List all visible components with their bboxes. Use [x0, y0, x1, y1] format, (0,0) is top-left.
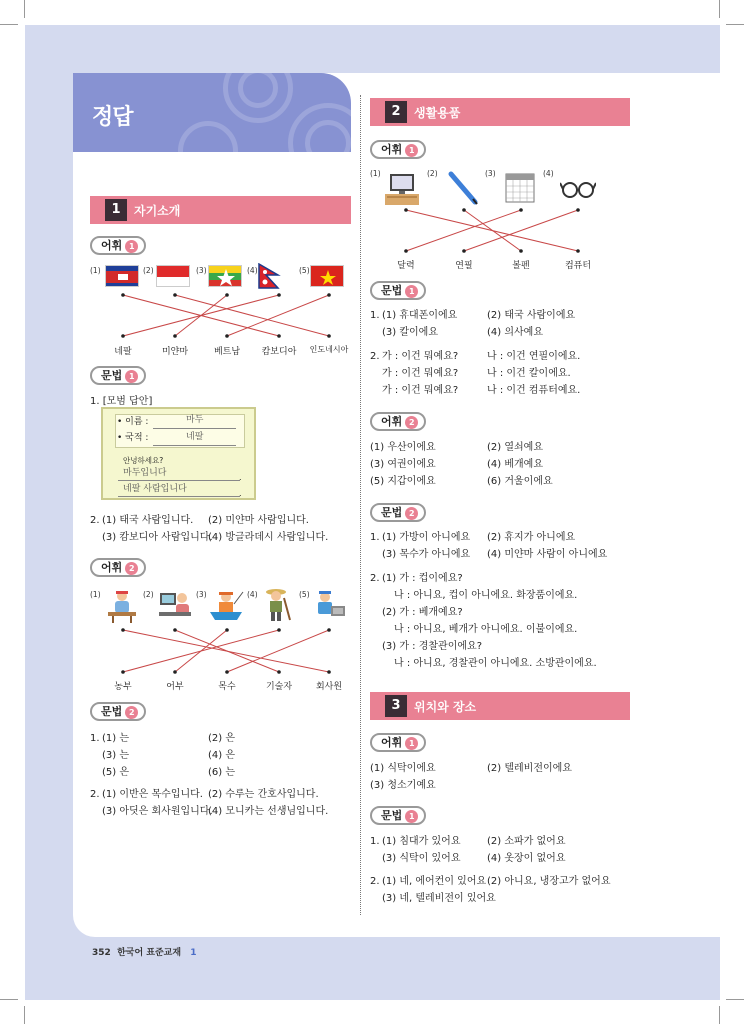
answer-text: (3) 네, 텔레비전이 있어요: [382, 893, 496, 904]
answer-text: (3) 캄보디아 사람입니다.: [102, 532, 213, 543]
book-title: 한국어 표준교재: [117, 948, 182, 958]
answer-text: (1) 식탁이에요: [370, 763, 436, 774]
section-title: 생활용품: [414, 106, 461, 120]
dialogue-line: 나 : 아니요, 경찰관이 아니에요. 소방관이에요.: [394, 658, 597, 669]
answer-text: (4) 은: [208, 750, 236, 761]
answer-text: (3) 는: [102, 750, 130, 761]
answer-text: (1) 침대가 있어요: [382, 836, 461, 847]
answer-text: (3) 아딧은 회사원입니다.: [102, 806, 213, 817]
answer-text: (2) 소파가 없어요: [487, 836, 566, 847]
answer-text: (2) 아니요, 냉장고가 없어요: [487, 876, 611, 887]
answer-label: 연필: [455, 261, 473, 271]
question-number: 1.: [370, 310, 380, 321]
answer-label: 회사원: [315, 682, 343, 692]
answer-text: (4) 모니카는 선생님입니다.: [208, 806, 329, 817]
answer-text: (5) 은: [102, 767, 130, 778]
item-number: (5): [299, 266, 310, 275]
item-number: (3): [196, 266, 207, 275]
item-number: (2): [427, 169, 438, 178]
answer-text: (1) 이반은 목수입니다.: [102, 789, 203, 800]
period: .: [239, 489, 242, 498]
grammar-label: 문법 2: [90, 702, 146, 721]
card-answer-line: 마두입니다: [123, 468, 167, 478]
page-footer: [92, 945, 196, 958]
page-number: 352: [92, 948, 111, 958]
item-number: (4): [543, 169, 554, 178]
answer-text: (5) 지갑이에요: [370, 476, 436, 487]
grammar-label: 문법 1: [370, 281, 426, 300]
answer-label: 컴퓨터: [564, 261, 592, 271]
name-value: 마두: [186, 415, 204, 425]
answer-text: (2) 텔레비전이에요: [487, 763, 572, 774]
answer-text: (2) 미얀마 사람입니다.: [208, 515, 309, 526]
answer-label: 베트남: [213, 347, 241, 357]
answer-text: (2) 휴지가 아니에요: [487, 532, 576, 543]
grammar-label: 문법 1: [370, 806, 426, 825]
vocab-label: 어휘 1: [370, 733, 426, 752]
answer-text: (1) 가방이 아니에요: [382, 532, 471, 543]
answer-label: 캄보디아: [261, 347, 297, 357]
vocab-label: 어휘 1: [90, 236, 146, 255]
answer-text: (2) 열쇠예요: [487, 442, 543, 453]
answer-text: (1) 는: [102, 733, 130, 744]
item-number: (1): [90, 266, 101, 275]
question-number: 2.: [370, 876, 380, 887]
answer-text: (4) 옷장이 없어요: [487, 853, 566, 864]
answer-text: (3) 식탁이 있어요: [382, 853, 461, 864]
item-number: (1): [370, 169, 381, 178]
section-title: 위치와 장소: [414, 700, 477, 714]
question-number: 1. [모범 답안]: [90, 396, 153, 407]
answer-text: (4) 미얀마 사람이 아니에요: [487, 549, 608, 560]
question-number: 2.: [90, 515, 100, 526]
vocab-label: 어휘 2: [370, 412, 426, 431]
section-number: 1: [105, 199, 127, 221]
dialogue-line: 가 : 이건 뭐예요?: [382, 351, 459, 362]
dialogue-line: 가 : 이건 뭐예요?: [382, 368, 459, 379]
answer-text: (2) 태국 사람이에요: [487, 310, 576, 321]
dialogue-line: (3) 가 : 경찰관이에요?: [382, 641, 482, 652]
question-number: 1.: [370, 836, 380, 847]
question-number: 2.: [370, 573, 380, 584]
answer-text: (2) 수루는 간호사입니다.: [208, 789, 319, 800]
answer-text: (1) 네, 에어컨이 있어요: [382, 876, 487, 887]
answer-text: (4) 의사예요: [487, 327, 543, 338]
answer-text: (3) 목수가 아니에요: [382, 549, 471, 560]
page-title: 정답: [92, 105, 133, 130]
volume-number: 1: [190, 948, 197, 958]
question-number: 1.: [90, 733, 100, 744]
vocab-label: 어휘 2: [90, 558, 146, 577]
item-number: (3): [196, 590, 207, 599]
greeting-text: 안녕하세요?: [123, 456, 164, 465]
period: .: [239, 473, 242, 482]
question-number: 1.: [370, 532, 380, 543]
answer-text: (1) 우산이에요: [370, 442, 436, 453]
vocab-label: 어휘 1: [370, 140, 426, 159]
answer-label: 어부: [166, 682, 184, 692]
answer-text: (4) 방글라데시 사람입니다.: [208, 532, 329, 543]
answer-label: 네팔: [114, 347, 132, 357]
item-number: (4): [247, 590, 258, 599]
answer-text: (2) 은: [208, 733, 236, 744]
answer-label: 미얀마: [161, 347, 189, 357]
answer-text: (6) 는: [208, 767, 236, 778]
answer-label: 인도네시아: [309, 345, 349, 354]
dialogue-line: (2) 가 : 베개예요?: [382, 607, 463, 618]
section-number: 3: [385, 695, 407, 717]
answer-label: 기술자: [265, 682, 293, 692]
answer-label: 농부: [114, 682, 132, 692]
dialogue-line: 나 : 아니요, 컵이 아니에요. 화장품이에요.: [394, 590, 578, 601]
item-number: (1): [90, 590, 101, 599]
answer-text: (6) 거울이에요: [487, 476, 553, 487]
dialogue-line: (1) 가 : 컵이에요?: [382, 573, 463, 584]
answer-text: (1) 휴대폰이에요: [382, 310, 458, 321]
section-number: 2: [385, 101, 407, 123]
grammar-label: 문법 1: [90, 366, 146, 385]
answer-text: (3) 청소기예요: [370, 780, 436, 791]
answer-text: (3) 여권이에요: [370, 459, 436, 470]
item-number: (3): [485, 169, 496, 178]
answer-label: 달력: [397, 261, 415, 271]
name-label: • 이름 :: [117, 417, 149, 427]
question-number: 2.: [90, 789, 100, 800]
item-number: (2): [143, 266, 154, 275]
grammar-label: 문법 2: [370, 503, 426, 522]
country-value: 네팔: [186, 432, 204, 442]
answer-text: (4) 베개예요: [487, 459, 543, 470]
answer-label: 목수: [218, 682, 236, 692]
dialogue-line: 나 : 아니요, 베개가 아니에요. 이불이에요.: [394, 624, 578, 635]
dialogue-line: 나 : 이건 칼이에요.: [487, 368, 571, 379]
card-answer-line: 네팔 사람입니다: [123, 484, 187, 494]
answer-text: (1) 태국 사람입니다.: [102, 515, 194, 526]
country-label: • 국적 :: [117, 433, 149, 443]
question-number: 2.: [370, 351, 380, 362]
answer-label: 볼펜: [512, 261, 530, 271]
section-title: 자기소개: [134, 204, 181, 218]
dialogue-line: 나 : 이건 연필이에요.: [487, 351, 581, 362]
answer-text: (3) 칼이에요: [382, 327, 438, 338]
item-number: (5): [299, 590, 310, 599]
dialogue-line: 가 : 이건 뭐예요?: [382, 385, 459, 396]
item-number: (2): [143, 590, 154, 599]
dialogue-line: 나 : 이건 컴퓨터예요.: [487, 385, 581, 396]
item-number: (4): [247, 266, 258, 275]
